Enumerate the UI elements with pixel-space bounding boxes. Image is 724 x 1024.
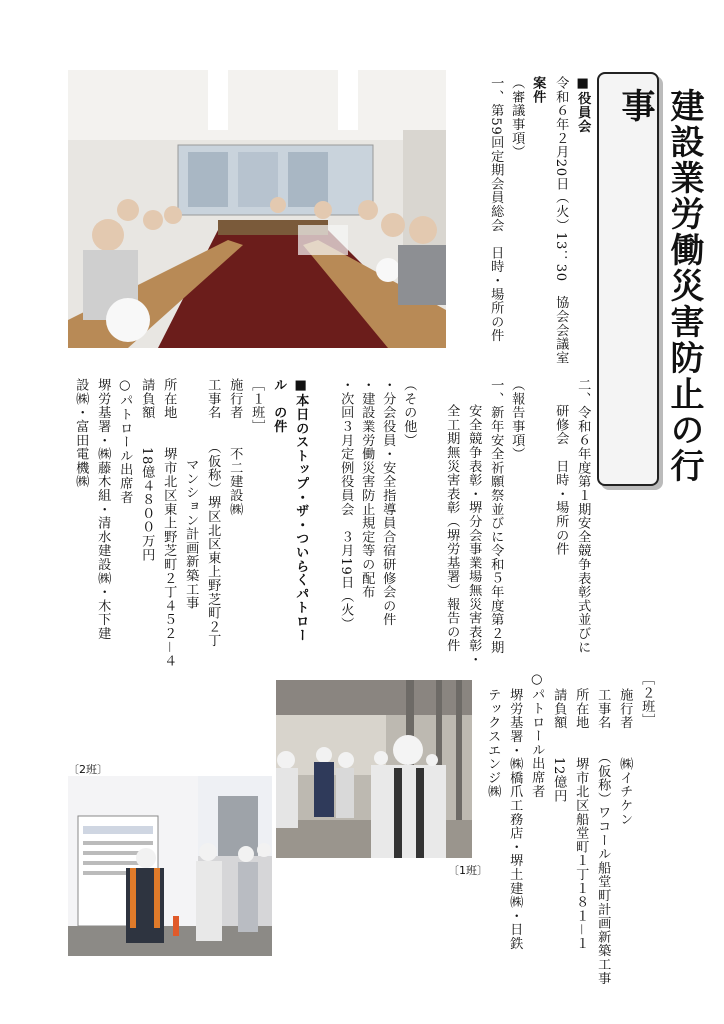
title-box — [597, 72, 704, 486]
team1-photo-caption: 〔1班〕 — [448, 864, 488, 877]
patrol-heading-b: ル の件 — [271, 378, 287, 434]
team1-attendees-a: 堺労基署・㈱藤木組・清水建設㈱・木下建 — [95, 378, 111, 641]
team1-project-b: マンション計画新築工事 — [183, 458, 199, 610]
meeting-photo — [68, 70, 446, 348]
team2-attendees-b: テックスエンジ㈱ — [485, 688, 501, 799]
patrol-heading-a: ■本日のストップ・ザ・ついらくパトロー — [293, 378, 309, 642]
agenda-label: 案件 — [530, 76, 546, 104]
board-date: 令和６年２月20日（火）13：30 協会会議室 — [553, 76, 569, 365]
team2-photo-illustration — [68, 776, 272, 956]
team1-contractor: 施行者 不二建設㈱ — [227, 378, 243, 516]
deliberation-item-1: 一、第59回定期会員総会 日時・場所の件 — [488, 76, 504, 343]
team2-label: ［２班］ — [639, 672, 655, 728]
other-item-3: ・次回３月定例役員会 ３月19日（火） — [338, 378, 354, 631]
team1-attendees-label: ○パトロール出席者 — [117, 378, 133, 504]
team2-contractor: 施行者 ㈱イチケン — [617, 688, 633, 826]
team1-amount: 請負額 18億４８００万円 — [139, 378, 155, 562]
team1-location: 所在地 堺市北区東上野芝町２丁４５２－４ — [161, 378, 177, 668]
deliberation-item-2b: 研修会 日時・場所の件 — [553, 404, 569, 556]
report-item-1c: 全工期無災害表彰（堺労基署）報告の件 — [444, 404, 460, 653]
team1-photo-illustration — [276, 680, 472, 858]
team2-photo — [68, 776, 272, 956]
deliberation-heading: （審議事項） — [509, 76, 525, 159]
meeting-photo-illustration — [68, 70, 446, 348]
deliberation-item-2a: 二、令和６年度第１期安全競争表彰式並びに — [575, 378, 591, 654]
report-heading: （報告事項） — [509, 378, 525, 461]
team1-project-a: 工事名 （仮称）堺区北区東上野芝町２丁 — [205, 378, 221, 648]
team1-photo — [276, 680, 472, 858]
team2-amount: 請負額 12億円 — [551, 688, 567, 803]
other-heading: （その他） — [401, 378, 417, 447]
team2-attendees-a: 堺労基署・㈱橋爪工務店・堺土建㈱・日鉄 — [507, 688, 523, 951]
report-item-1b: 安全競争表彰・堺分会事業場無災害表彰・ — [466, 404, 482, 667]
team1-label: ［１班］ — [249, 378, 265, 434]
team2-photo-caption: 〔2班〕 — [68, 763, 108, 776]
team2-attendees-label: ○パトロール出席者 — [529, 672, 545, 798]
other-item-1: ・分会役員・安全指導員合宿研修会の件 — [380, 378, 396, 627]
team1-attendees-b: 設㈱・富田電機㈱ — [73, 378, 89, 489]
other-item-2: ・建設業労働災害防止規定等の配布 — [359, 378, 375, 599]
team2-location: 所在地 堺市北区船堂町１丁１８１－１ — [573, 688, 589, 951]
page-title: 建設業労働災害防止の行事 — [615, 88, 704, 484]
board-heading: ■役員会 — [575, 76, 591, 133]
report-item-1a: 一、新年安全祈願祭並びに令和５年度第２期 — [488, 378, 504, 654]
team2-project: 工事名 （仮称）ワコール船堂町計画新築工事 — [595, 688, 611, 985]
